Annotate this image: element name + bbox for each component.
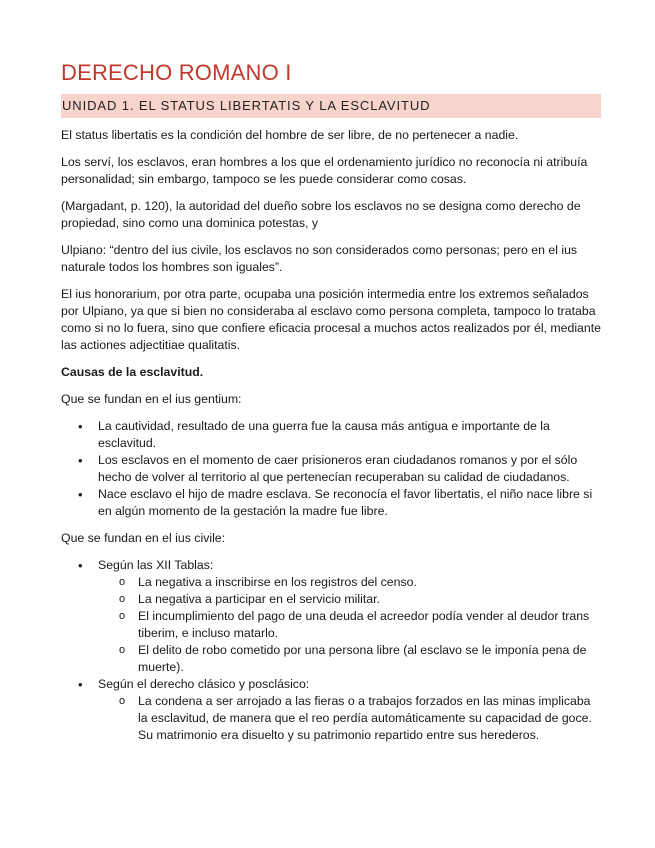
list-item (61, 676, 601, 744)
sub-list (98, 574, 601, 676)
sub-list-item: o El delito de robo cometido por una persona libre (al esclavo se le imponía pena de muerte). (98, 642, 601, 676)
paragraph: (Margadant, p. 120), la autoridad del dueño sobre los esclavos no se designa como derecho de propiedad, sino como una dominica potestas, y (61, 199, 581, 230)
sub-list-item: o La negativa a inscribirse en los registros del censo. (98, 574, 601, 591)
list-intro-civile: Que se fundan en el ius civile: (61, 531, 226, 545)
sub-list-item: o El incumplimiento del pago de una deuda el acreedor podía vender al deudor trans tiberim, e incluso matarlo. (98, 608, 601, 642)
list-item: • La cautividad, resultado de una guerra fue la causa más antigua e importante de la esclavitud. (61, 418, 601, 452)
list-item: • Nace esclavo el hijo de madre esclava. Se reconocía el favor libertatis, el niño nace libre si en algún momento de la gestación la madre fue libre. (61, 486, 601, 520)
section-heading: Causas de la esclavitud. (61, 365, 204, 379)
list-item-label: Según las XII Tablas: (98, 558, 214, 572)
civile-list (61, 557, 601, 744)
paragraph: Ulpiano: “dentro del ius civile, los esclavos no son considerados como personas; pero en el ius naturale todos los hombres son iguales”. (61, 243, 578, 274)
list-item-label: Según el derecho clásico y posclásico: (98, 677, 310, 691)
sub-list (98, 693, 601, 744)
sub-list-item: o La condena a ser arrojado a las fieras o a trabajos forzados en las minas implicaba la esclavitud, de manera que el reo perdía automáticamente su capacidad de goce. Su matrimonio era disuelto y su patrimonio repartido entre sus herederos. (98, 693, 601, 744)
list-intro-gentium: Que se fundan en el ius gentium: (61, 392, 242, 406)
paragraph: Los serví, los esclavos, eran hombres a los que el ordenamiento jurídico no reconocía ni atribuía personalidad; sin embargo, tampoco se les puede considerar como cosas. (61, 155, 588, 186)
paragraph: El ius honorarium, por otra parte, ocupaba una posición intermedia entre los extremos señalados por Ulpiano, ya que si bien no consideraba al esclavo como persona completa, tampoco lo trataba como si no lo fuera, sino que confiere eficacia procesal a muchos actos realizados por él, mediante las actiones adjectitiae qualitatis. (61, 287, 601, 352)
sub-list-item: o La negativa a participar en el servicio militar. (98, 591, 601, 608)
document-page (61, 58, 601, 744)
paragraph: El status libertatis es la condición del hombre de ser libre, de no pertenecer a nadie. (61, 128, 519, 142)
list-item: • Los esclavos en el momento de caer prisioneros eran ciudadanos romanos y por el sólo hecho de volver al territorio al que pertenecían recuperaban su calidad de ciudadanos. (61, 452, 601, 486)
document-title: DERECHO ROMANO I (61, 60, 292, 85)
list-item (61, 557, 601, 676)
unit-heading: UNIDAD 1. EL STATUS LIBERTATIS Y LA ESCLAVITUD (61, 94, 601, 118)
gentium-list (61, 418, 601, 520)
